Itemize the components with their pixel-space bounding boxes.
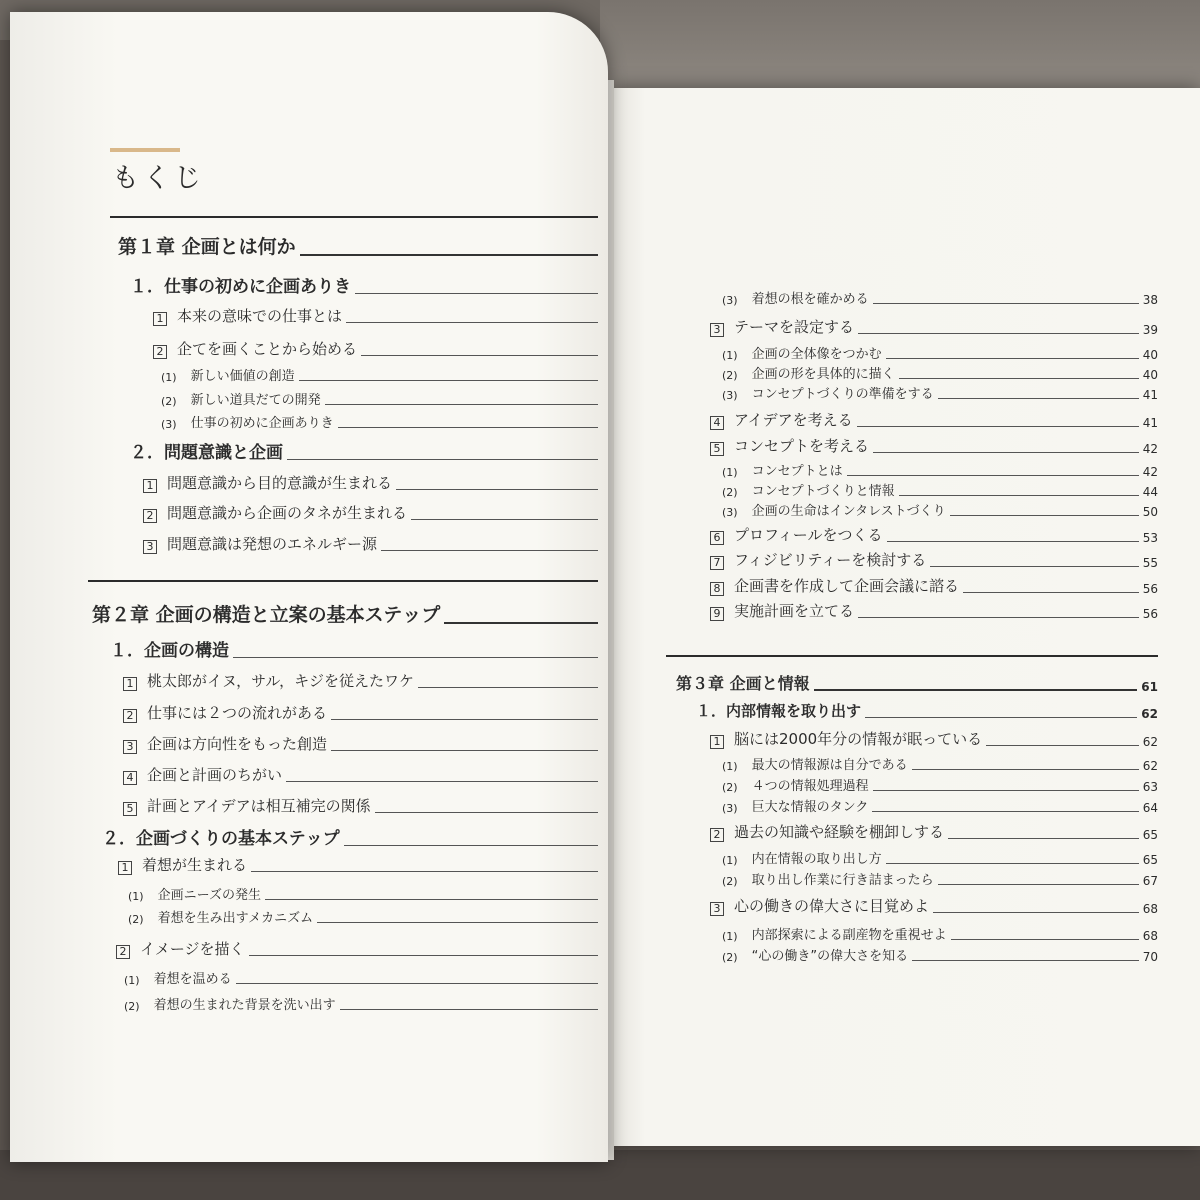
toc-subitem: (3) 巨大な情報のタンク 64 <box>722 800 1158 815</box>
section-1-2: ２．問題意識と企画 <box>130 438 598 463</box>
toc-item: 3 企画は方向性をもった創造 <box>123 733 598 754</box>
chapter-rule <box>110 216 598 218</box>
toc-subitem: (1) 内部探索による副産物を重視せよ 68 <box>722 928 1158 943</box>
section-2-1: １．企画の構造 <box>110 636 598 661</box>
toc-subitem: (1) 内在情報の取り出し方 65 <box>722 852 1158 867</box>
chapter-2-title: 第２章 企画の構造と立案の基本ステップ <box>92 600 598 627</box>
toc-item: 2 仕事には２つの流れがある <box>123 702 598 723</box>
toc-subitem: (2) “心の働き”の偉大さを知る 70 <box>722 949 1158 964</box>
toc-item: 5 コンセプトを考える 42 <box>710 435 1158 456</box>
toc-subitem: (2) 取り出し作業に行き詰まったら 67 <box>722 873 1158 888</box>
toc-item: 6 プロフィールをつくる 53 <box>710 524 1158 545</box>
toc-subitem: (2) ４つの情報処理過程 63 <box>722 779 1158 794</box>
toc-item: 3 問題意識は発想のエネルギー源 <box>143 533 598 554</box>
toc-item: 1 問題意識から目的意識が生まれる <box>143 472 598 493</box>
toc-subitem: (1) 最大の情報源は自分である 62 <box>722 758 1158 773</box>
toc-subitem: (3) コンセプトづくりの準備をする 41 <box>722 387 1158 402</box>
section-3-1: １．内部情報を取り出す 62 <box>696 702 1158 721</box>
toc-item: 8 企画書を作成して企画会議に諮る 56 <box>710 575 1158 596</box>
section-1-1: １．仕事の初めに企画ありき <box>130 272 598 297</box>
toc-subitem: (1) 企画ニーズの発生 <box>128 884 598 903</box>
toc-subitem: (3) 企画の生命はインタレストづくり 50 <box>722 504 1158 519</box>
background-right <box>600 0 1200 90</box>
toc-subitem: (3) 仕事の初めに企画ありき <box>161 412 598 431</box>
toc-subitem: (1) 企画の全体像をつかむ 40 <box>722 347 1158 362</box>
heading-accent-bar <box>110 148 180 152</box>
toc-item: 4 企画と計画のちがい <box>123 764 598 785</box>
chapter-rule <box>88 580 598 582</box>
toc-subitem: (2) 着想の生まれた背景を洗い出す <box>124 994 598 1013</box>
toc-item: 4 アイデアを考える 41 <box>710 409 1158 430</box>
toc-subitem: (2) 企画の形を具体的に描く 40 <box>722 367 1158 382</box>
toc-subitem: (2) コンセプトづくりと情報 44 <box>722 484 1158 499</box>
toc-subitem: (1) 着想を温める <box>124 968 598 987</box>
toc-item: 1 桃太郎がイヌ，サル，キジを従えたワケ <box>123 670 598 691</box>
chapter-3-title: 第３章 企画と情報 61 <box>676 674 1158 694</box>
toc-subitem: (1) 新しい価値の創造 <box>161 365 598 384</box>
toc-item: 2 過去の知識や経験を棚卸しする 65 <box>710 821 1158 842</box>
toc-subitem: (1) コンセプトとは 42 <box>722 464 1158 479</box>
toc-subitem: (3) 着想の根を確かめる 38 <box>722 292 1158 307</box>
toc-item: 3 心の働きの偉大さに目覚めよ 68 <box>710 895 1158 916</box>
toc-item: 9 実施計画を立てる 56 <box>710 600 1158 621</box>
chapter-1-title: 第１章 企画とは何か <box>118 232 598 259</box>
toc-subitem: (2) 着想を生み出すメカニズム <box>128 907 598 926</box>
toc-item: 3 テーマを設定する 39 <box>710 316 1158 337</box>
toc-subitem: (2) 新しい道具だての開発 <box>161 389 598 408</box>
toc-item: 1 本来の意味での仕事とは <box>153 305 598 326</box>
left-page <box>10 12 608 1162</box>
section-2-2: ２．企画づくりの基本ステップ <box>102 824 598 849</box>
toc-item: 2 問題意識から企画のタネが生まれる <box>143 502 598 523</box>
toc-item: 1 脳には2000年分の情報が眠っている 62 <box>710 728 1158 749</box>
toc-item: 5 計画とアイデアは相互補完の関係 <box>123 795 598 816</box>
toc-item: 1 着想が生まれる <box>118 854 598 875</box>
toc-item: 2 企てを画くことから始める <box>153 338 598 359</box>
toc-item: 7 フィジビリティーを検討する 55 <box>710 549 1158 570</box>
toc-item: 2 イメージを描く <box>116 938 598 959</box>
chapter-rule <box>666 655 1158 657</box>
toc-heading: もくじ <box>112 163 205 194</box>
